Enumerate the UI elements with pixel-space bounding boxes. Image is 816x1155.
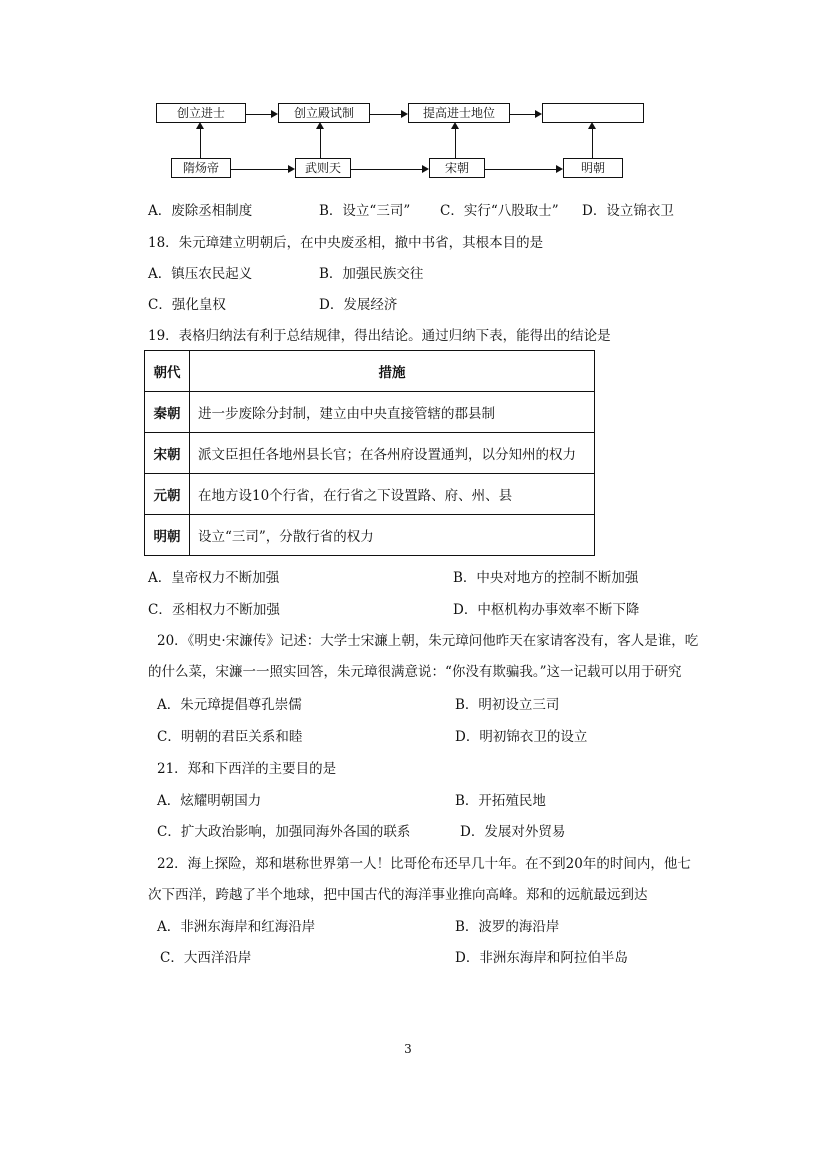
q20-option-a: A．朱元璋提倡尊孔崇儒: [157, 697, 302, 713]
table-cell-dynasty: 元朝: [145, 474, 190, 515]
q20-option-b: B．明初设立三司: [455, 697, 560, 713]
q20-stem-line1: 20．《明史·宋濂传》记述：大学士宋濂上朝，朱元璋问他昨天在家请客没有，客人是谁，吃: [157, 633, 699, 649]
q19-option-a: A．皇帝权力不断加强: [148, 570, 280, 586]
diagram-up-arrow: [592, 124, 593, 158]
q21-option-d: D．发展对外贸易: [460, 824, 566, 840]
table-header-measure: 措施: [190, 351, 595, 392]
diagram-top-box-2: 创立殿试制: [278, 103, 370, 123]
q17-option-d: D．设立锦衣卫: [582, 203, 674, 219]
table-cell-measure: 进一步废除分封制，建立由中央直接管辖的郡县制: [190, 392, 595, 433]
q20-stem-line2: 的什么菜，宋濂一一照实回答，朱元璋很满意说：“你没有欺骗我。”这一记载可以用于研究: [148, 664, 682, 680]
table-row: [145, 433, 595, 474]
q22-option-a: A．非洲东海岸和红海沿岸: [157, 919, 316, 935]
q20-option-d: D．明初锦衣卫的设立: [455, 729, 588, 745]
table-cell-dynasty: 秦朝: [145, 392, 190, 433]
q22-option-b: B．波罗的海沿岸: [455, 919, 560, 935]
diagram-up-arrow: [320, 124, 321, 158]
q19-table: [144, 350, 595, 556]
q21-stem: 21．郑和下西洋的主要目的是: [157, 761, 337, 777]
diagram-arrow: [246, 114, 276, 115]
table-cell-measure: 在地方设10个行省，在行省之下设置路、府、州、县: [190, 474, 595, 515]
q21-option-a: A．炫耀明朝国力: [157, 793, 262, 809]
diagram-bottom-box-4: 明朝: [563, 158, 623, 178]
q19-option-d: D．中枢机构办事效率不断下降: [453, 602, 640, 618]
q18-option-c: C．强化皇权: [148, 297, 226, 313]
q19-stem: 19．表格归纳法有利于总结规律，得出结论。通过归纳下表，能得出的结论是: [148, 328, 611, 344]
diagram-bottom-box-1: 隋炀帝: [171, 158, 231, 178]
diagram-top-box-3: 提高进士地位: [408, 103, 510, 123]
q17-option-c: C．实行“八股取士”: [440, 203, 559, 219]
diagram-bottom-box-2: 武则天: [295, 158, 351, 178]
table-cell-dynasty: 明朝: [145, 515, 190, 556]
diagram-arrow: [351, 169, 427, 170]
q17-option-b: B．设立“三司”: [319, 203, 411, 219]
diagram-top-box-1: 创立进士: [156, 103, 246, 123]
table-header-dynasty: 朝代: [145, 351, 190, 392]
q18-option-b: B．加强民族交往: [319, 266, 424, 282]
diagram-arrow: [231, 169, 293, 170]
q19-option-b: B．中央对地方的控制不断加强: [453, 570, 639, 586]
q18-option-a: A．镇压农民起义: [148, 266, 253, 282]
diagram-arrow: [485, 169, 561, 170]
q18-stem: 18．朱元璋建立明朝后，在中央废丞相，撤中书省，其根本目的是: [148, 235, 544, 251]
q20-option-c: C．明朝的君臣关系和睦: [157, 729, 303, 745]
q18-option-d: D．发展经济: [319, 297, 398, 313]
diagram-up-arrow: [455, 124, 456, 158]
q22-stem-line2: 次下西洋，跨越了半个地球，把中国古代的海洋事业推向高峰。郑和的远航最远到达: [148, 887, 648, 903]
diagram-arrow: [370, 114, 406, 115]
table-row: [145, 474, 595, 515]
table-cell-dynasty: 宋朝: [145, 433, 190, 474]
q22-option-d: D．非洲东海岸和阿拉伯半岛: [455, 950, 628, 966]
page-number: 3: [404, 1042, 412, 1056]
table-row: [145, 515, 595, 556]
q21-option-b: B．开拓殖民地: [455, 793, 546, 809]
q22-option-c: C．大西洋沿岸: [160, 950, 252, 966]
q19-option-c: C．丞相权力不断加强: [148, 602, 280, 618]
table-header-row: [145, 351, 595, 392]
q21-option-c: C．扩大政治影响，加强同海外各国的联系: [157, 824, 411, 840]
diagram-up-arrow: [200, 124, 201, 158]
diagram-bottom-box-3: 宋朝: [429, 158, 485, 178]
diagram-arrow: [510, 114, 540, 115]
table-cell-measure: 派文臣担任各地州县长官；在各州府设置通判，以分知州的权力: [190, 433, 595, 474]
q17-option-a: A．废除丞相制度: [148, 203, 253, 219]
q22-stem-line1: 22．海上探险，郑和堪称世界第一人！比哥伦布还早几十年。在不到20年的时间内，他七: [157, 856, 691, 872]
diagram-top-box-4-blank: [542, 103, 644, 123]
table-row: [145, 392, 595, 433]
table-cell-measure: 设立“三司”，分散行省的权力: [190, 515, 595, 556]
